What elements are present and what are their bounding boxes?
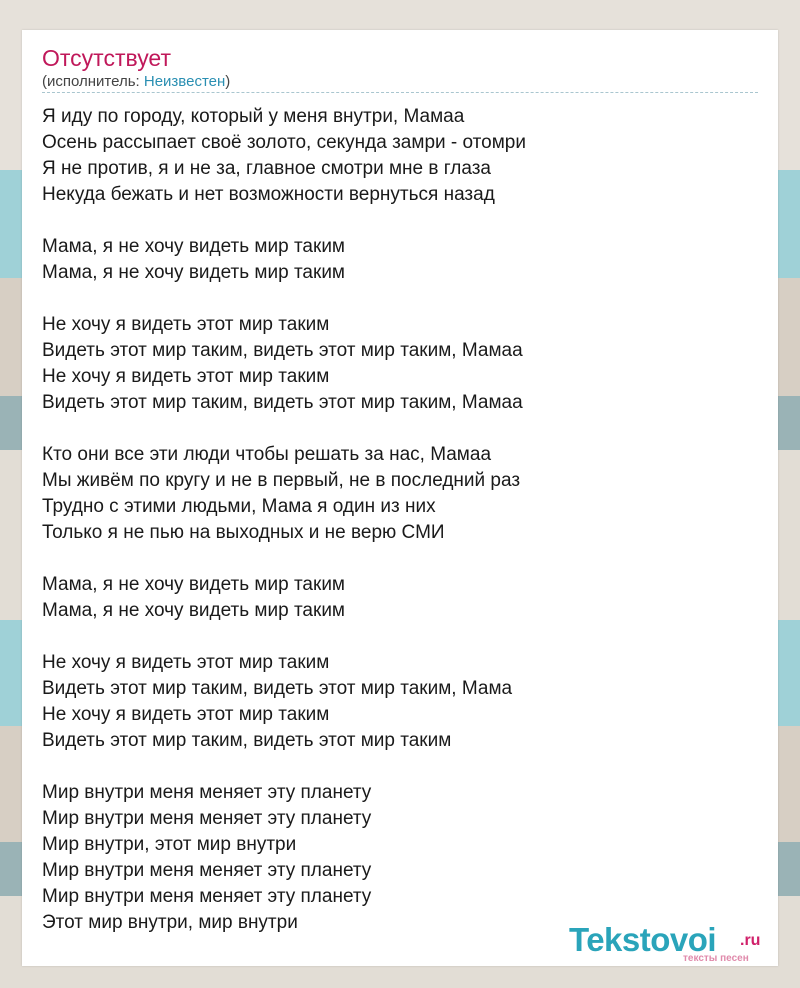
lyric-line: Видеть этот мир таким, видеть этот мир таким bbox=[42, 730, 452, 751]
lyric-line: Мама, я не хочу видеть мир таким bbox=[42, 600, 345, 621]
stanza-break bbox=[42, 208, 758, 234]
site-logo[interactable] bbox=[569, 922, 799, 962]
stanza-break bbox=[42, 546, 758, 572]
lyric-line: Этот мир внутри, мир внутри bbox=[42, 912, 298, 933]
lyric-line: Я иду по городу, который у меня внутри, Мамаа bbox=[42, 106, 465, 127]
lyric-line: Трудно с этими людьми, Мама я один из них bbox=[42, 496, 436, 517]
artist-prefix: (исполнитель: bbox=[42, 73, 144, 90]
lyrics-text bbox=[42, 104, 758, 936]
lyric-line: Мама, я не хочу видеть мир таким bbox=[42, 236, 345, 257]
artist-line bbox=[42, 72, 230, 92]
lyric-line: Только я не пью на выходных и не верю СМИ bbox=[42, 522, 445, 543]
logo-tld: .ru bbox=[740, 932, 761, 949]
stanza-break bbox=[42, 624, 758, 650]
lyric-line: Некуда бежать и нет возможности вернуться назад bbox=[42, 184, 495, 205]
lyric-line: Мир внутри меня меняет эту планету bbox=[42, 860, 372, 881]
lyric-line: Мир внутри меня меняет эту планету bbox=[42, 886, 372, 907]
stanza-break bbox=[42, 286, 758, 312]
lyric-line: Осень рассыпает своё золото, секунда замри - отомри bbox=[42, 132, 526, 153]
stanza-break bbox=[42, 754, 758, 780]
logo-brand: Tekstovoi bbox=[569, 921, 717, 958]
lyric-line: Видеть этот мир таким, видеть этот мир таким, Мамаа bbox=[42, 392, 523, 413]
artist-suffix: ) bbox=[225, 73, 231, 90]
lyric-line: Видеть этот мир таким, видеть этот мир таким, Мамаа bbox=[42, 340, 523, 361]
lyric-line: Мама, я не хочу видеть мир таким bbox=[42, 262, 345, 283]
lyric-line: Видеть этот мир таким, видеть этот мир таким, Мама bbox=[42, 678, 513, 699]
lyric-line: Мама, я не хочу видеть мир таким bbox=[42, 574, 345, 595]
lyric-line: Я не против, я и не за, главное смотри мне в глаза bbox=[42, 158, 491, 179]
title-divider bbox=[42, 92, 758, 93]
lyric-line: Мир внутри меня меняет эту планету bbox=[42, 782, 372, 803]
lyric-line: Не хочу я видеть этот мир таким bbox=[42, 314, 330, 335]
lyric-line: Мир внутри меня меняет эту планету bbox=[42, 808, 372, 829]
lyric-line: Мы живём по кругу и не в первый, не в последний раз bbox=[42, 470, 521, 491]
lyrics-card bbox=[22, 30, 778, 966]
lyric-line: Кто они все эти люди чтобы решать за нас, Мамаа bbox=[42, 444, 492, 465]
stanza-break bbox=[42, 416, 758, 442]
lyric-line: Не хочу я видеть этот мир таким bbox=[42, 704, 330, 725]
lyric-line: Не хочу я видеть этот мир таким bbox=[42, 366, 330, 387]
artist-link[interactable]: Неизвестен bbox=[143, 73, 226, 90]
lyric-line: Не хочу я видеть этот мир таким bbox=[42, 652, 330, 673]
logo-tagline: тексты песен bbox=[683, 953, 749, 964]
song-title: Отсутствует bbox=[42, 45, 171, 71]
lyric-line: Мир внутри, этот мир внутри bbox=[42, 834, 297, 855]
